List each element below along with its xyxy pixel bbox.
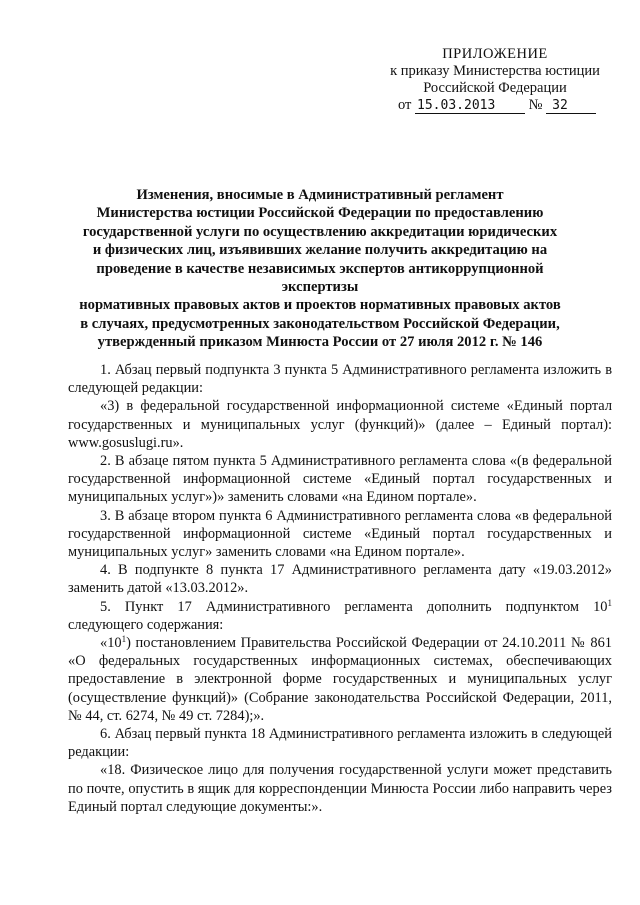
paragraph-item-4: 4. В подпункте 8 пункта 17 Административного регламента дату «19.03.2012» заменить датой «13.03.2012». [68, 562, 612, 597]
paragraph-item-1-text: «3) в федеральной государственной информационной системе «Единый портал государственных и муниципальных услуг (функций)» (далее – Единый портал): www.gosuslugi.ru». [68, 398, 612, 451]
superscript-mark: 1 [121, 634, 127, 645]
appendix-line-1: к приказу Министерства юстиции [390, 63, 600, 79]
paragraph-item-5-tail: следующего содержания: [68, 616, 224, 633]
heading-line: Изменения, вносимые в Административный регламент [136, 187, 504, 203]
heading-line: государственной услуги по осуществлению аккредитации юридических [82, 223, 558, 240]
order-number: 32 [546, 99, 596, 114]
appendix-block [380, 46, 610, 114]
paragraph-item-6: 6. Абзац первый пункта 18 Административного регламента изложить в следующей редакции: [68, 726, 612, 761]
paragraph-item-3: 3. В абзаце втором пункта 6 Административного регламента слова «в федеральной государственной информационной системе «Единый портал государственных и муниципальных услуг» заменить словами «на Едином портале». [68, 507, 612, 561]
heading-line: Министерства юстиции Российской Федерации по предоставлению [96, 205, 544, 222]
date-prefix: от [398, 97, 412, 113]
superscript-mark: 1 [607, 597, 612, 608]
heading-line: утвержденный приказом Минюста России от 27 июля 2012 г. № 146 [97, 334, 543, 351]
paragraph-item-5 [68, 598, 612, 634]
paragraph-item-5-text [68, 634, 612, 725]
heading-line: нормативных правовых актов и проектов нормативных правовых актов [79, 297, 561, 314]
paragraph-item-5-open: «10 [100, 635, 122, 652]
heading-line: и физических лиц, изъявивших желание получить аккредитацию на [92, 242, 548, 259]
paragraph-item-5-main: 5. Пункт 17 Административного регламента дополнить подпунктом 10 [100, 598, 608, 615]
heading-line: в случаях, предусмотренных законодательством Российской Федерации, [80, 315, 560, 332]
appendix-date-line [380, 97, 610, 114]
number-prefix: № [528, 97, 543, 113]
heading-line: проведение в качестве независимых экспертов антикоррупционной экспертизы [96, 260, 544, 296]
document-heading [60, 186, 580, 352]
paragraph-item-5-rest: ) постановлением Правительства Российской Федерации от 24.10.2011 № 861 «О федеральных государственных информационных системах, обеспечивающих предоставление в электронной форме государственных и муниципальных услуг (осуществление функций)» (Собрание законодательства Российской Федерации, 2011, № 44, ст. 6274, № 49 ст. 7284);». [68, 635, 612, 724]
paragraph-item-6-text: «18. Физическое лицо для получения государственной услуги может представить по почте, опустить в ящик для корреспонденции Минюста России либо направить через Единый портал следующие документы:». [68, 762, 612, 815]
order-date: 15.03.2013 [415, 99, 525, 114]
appendix-line-2: Российской Федерации [423, 80, 567, 96]
paragraph-item-2: 2. В абзаце пятом пункта 5 Административного регламента слова «(в федеральной государственной информационной системе «Единый портал государственных и муниципальных услуг»)» заменить словами «на Едином портале». [68, 453, 612, 506]
paragraph-item-1: 1. Абзац первый подпункта 3 пункта 5 Административного регламента изложить в следующей редакции: [68, 362, 612, 397]
document-body [68, 361, 612, 816]
appendix-title: ПРИЛОЖЕНИЕ [442, 46, 548, 62]
